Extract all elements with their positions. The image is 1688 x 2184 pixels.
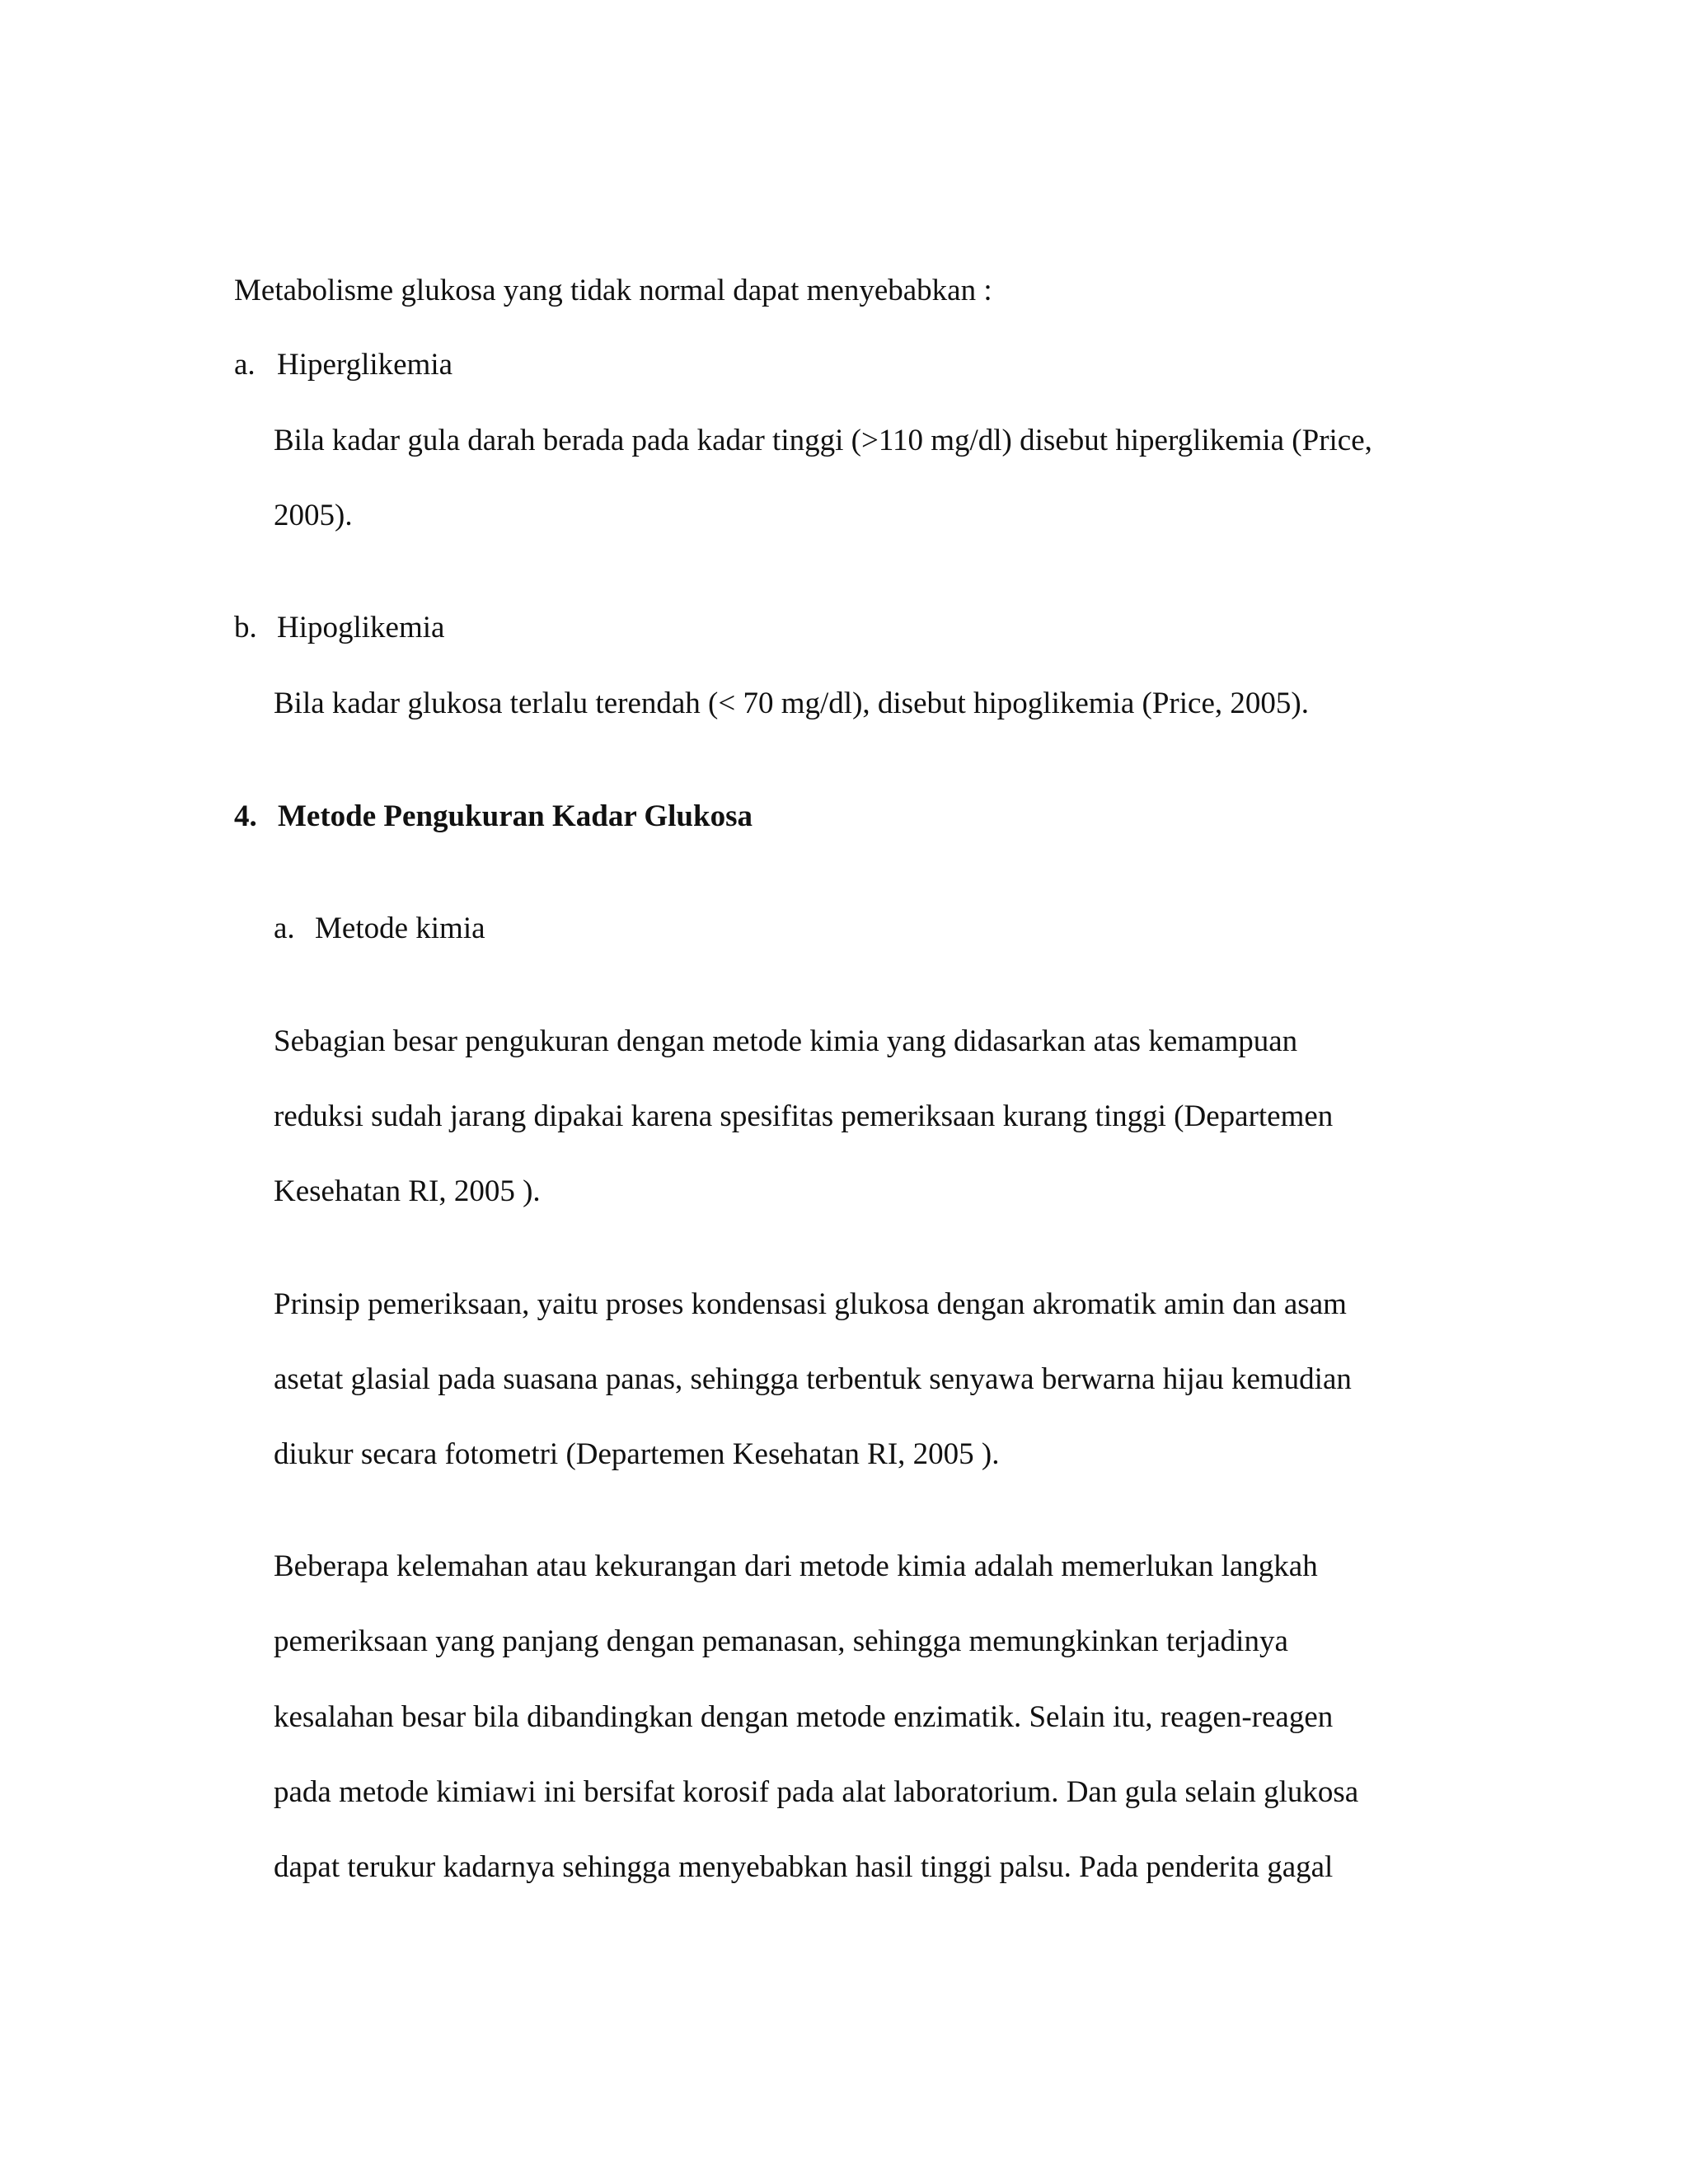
paragraph-line: dapat terukur kadarnya sehingga menyebabkan hasil tinggi palsu. Pada penderita gagal — [274, 1850, 1334, 1884]
paragraph-line: pada metode kimiawi ini bersifat korosif pada alat laboratorium. Dan gula selain glukosa — [274, 1775, 1359, 1809]
paragraph-line: asetat glasial pada suasana panas, sehingga terbentuk senyawa berwarna hijau kemudian — [274, 1362, 1352, 1396]
hipoglikemia-text-line: Bila kadar glukosa terlalu terendah (< 70 mg/dl), disebut hipoglikemia (Price, 2005). — [274, 687, 1309, 720]
list-marker-b: b. — [234, 611, 257, 644]
intro-text: Metabolisme glukosa yang tidak normal dapat menyebabkan : — [234, 274, 992, 307]
paragraph-line: Beberapa kelemahan atau kekurangan dari metode kimia adalah memerlukan langkah — [274, 1549, 1318, 1583]
hiperglikemia-text-line: 2005). — [274, 499, 353, 532]
subsection-marker-a: a. — [274, 912, 295, 945]
paragraph-line: Prinsip pemeriksaan, yaitu proses kondensasi glukosa dengan akromatik amin dan asam — [274, 1287, 1347, 1321]
section-heading: Metode Pengukuran Kadar Glukosa — [278, 799, 753, 833]
paragraph-line: Sebagian besar pengukuran dengan metode kimia yang didasarkan atas kemampuan — [274, 1024, 1298, 1058]
paragraph-line: diukur secara fotometri (Departemen Kesehatan RI, 2005 ). — [274, 1437, 1000, 1471]
list-title-hipoglikemia: Hipoglikemia — [277, 611, 445, 644]
section-number: 4. — [234, 799, 257, 833]
paragraph-line: reduksi sudah jarang dipakai karena spesifitas pemeriksaan kurang tinggi (Departemen — [274, 1099, 1334, 1133]
list-marker-a: a. — [234, 348, 256, 382]
paragraph-line: pemeriksaan yang panjang dengan pemanasan, sehingga memungkinkan terjadinya — [274, 1624, 1288, 1658]
subsection-title: Metode kimia — [315, 912, 485, 945]
paragraph-line: Kesehatan RI, 2005 ). — [274, 1174, 541, 1208]
paragraph-line: kesalahan besar bila dibandingkan dengan metode enzimatik. Selain itu, reagen-reagen — [274, 1700, 1334, 1734]
list-title-hiperglikemia: Hiperglikemia — [277, 348, 453, 382]
hiperglikemia-text-line: Bila kadar gula darah berada pada kadar tinggi (>110 mg/dl) disebut hiperglikemia (Price, — [274, 424, 1372, 457]
